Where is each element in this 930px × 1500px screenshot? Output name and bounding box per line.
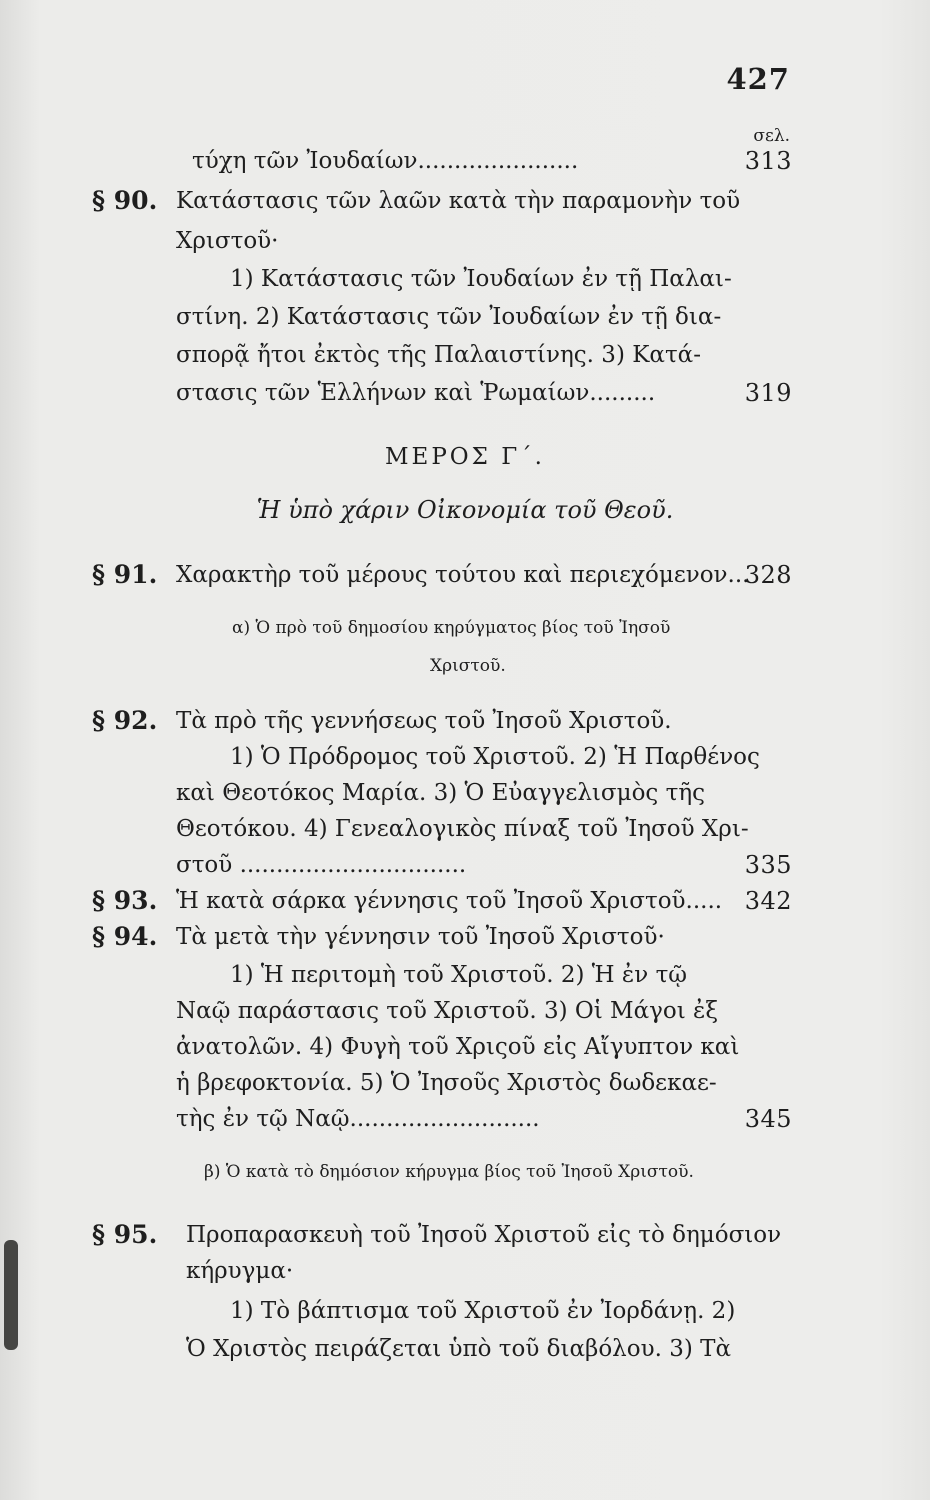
entry-title: Ἡ κατὰ σάρκα γέννησις τοῦ Ἰησοῦ Χριστοῦ.....	[176, 888, 723, 914]
entry-desc: Ὁ Χριστὸς πειράζεται ὑπὸ τοῦ διαβόλου. 3) Τὰ	[186, 1336, 732, 1362]
entry-desc: 1) Ὁ Πρόδρομος τοῦ Χριστοῦ. 2) Ἡ Παρθένος	[230, 744, 760, 770]
entry-page: 319	[744, 379, 792, 407]
section-number: § 95.	[92, 1220, 158, 1249]
subsection-a-cont: Χριστοῦ.	[430, 656, 506, 676]
entry-page: 342	[744, 887, 792, 915]
binding-mark	[4, 1240, 18, 1350]
entry-desc: σπορᾷ ἤτοι ἐκτὸς τῆς Παλαιστίνης. 3) Κατά-	[176, 342, 701, 368]
entry-desc: 1) Τὸ βάπτισμα τοῦ Χριστοῦ ἐν Ἰορδάνῃ. 2)	[230, 1298, 736, 1324]
section-number: § 94.	[92, 922, 158, 951]
part-heading: ΜΕΡΟΣ Γ΄.	[384, 444, 545, 470]
entry-desc: ἀνατολῶν. 4) Φυγὴ τοῦ Χριςοῦ εἰς Αἴγυπτον καὶ	[176, 1034, 740, 1060]
page-column-label: σελ.	[753, 126, 790, 146]
section-number: § 91.	[92, 560, 158, 589]
entry-page: 345	[744, 1105, 792, 1133]
entry-desc: Ναῷ παράστασις τοῦ Χριστοῦ. 3) Οἱ Μάγοι ἐξ	[176, 998, 719, 1024]
section-number: § 93.	[92, 886, 158, 915]
entry-title: Προπαρασκευὴ τοῦ Ἰησοῦ Χριστοῦ εἰς τὸ δημόσιον	[186, 1222, 782, 1248]
entry-desc: στίνη. 2) Κατάστασις τῶν Ἰουδαίων ἐν τῇ δια-	[176, 304, 722, 330]
subsection-b: β) Ὁ κατὰ τὸ δημόσιον κήρυγμα βίος τοῦ Ἰησοῦ Χριστοῦ.	[204, 1162, 694, 1182]
entry-desc: ἡ βρεφοκτονία. 5) Ὁ Ἰησοῦς Χριστὸς δωδεκαε-	[176, 1070, 717, 1096]
entry-text: τύχη τῶν Ἰουδαίων......................	[192, 148, 579, 174]
entry-title: Κατάστασις τῶν λαῶν κατὰ τὴν παραμονὴν τοῦ	[176, 188, 741, 214]
entry-desc: τὴς ἐν τῷ Ναῷ..........................	[176, 1106, 540, 1132]
entry-desc: στασις τῶν Ἑλλήνων καὶ Ῥωμαίων.........	[176, 380, 656, 406]
entry-desc: 1) Ἡ περιτομὴ τοῦ Χριστοῦ. 2) Ἡ ἐν τῷ	[230, 962, 688, 988]
entry-desc: 1) Κατάστασις τῶν Ἰουδαίων ἐν τῇ Παλαι-	[230, 266, 732, 292]
entry-title: Τὰ πρὸ τῆς γεννήσεως τοῦ Ἰησοῦ Χριστοῦ.	[176, 708, 672, 734]
entry-desc: Θεοτόκου. 4) Γενεαλογικὸς πίναξ τοῦ Ἰησοῦ Χρι-	[176, 816, 749, 842]
entry-desc: καὶ Θεοτόκος Μαρία. 3) Ὁ Εὐαγγελισμὸς τῆς	[176, 780, 705, 806]
entry-page: 313	[744, 147, 792, 175]
section-number: § 90.	[92, 186, 158, 215]
entry-title: Τὰ μετὰ τὴν γέννησιν τοῦ Ἰησοῦ Χριστοῦ·	[176, 924, 665, 950]
entry-page: 335	[744, 851, 792, 879]
section-number: § 92.	[92, 706, 158, 735]
entry-title-cont: Χριστοῦ·	[176, 228, 279, 254]
part-subtitle: Ἡ ὑπὸ χάριν Οἰκονομία τοῦ Θεοῦ.	[256, 496, 674, 524]
subsection-a: α) Ὁ πρὸ τοῦ δημοσίου κηρύγματος βίος τοῦ Ἰησοῦ	[232, 618, 671, 638]
entry-title-cont: κήρυγμα·	[186, 1258, 294, 1284]
entry-desc: στοῦ ...............................	[176, 852, 467, 878]
entry-title: Χαρακτὴρ τοῦ μέρους τούτου καὶ περιεχόμενον...	[176, 562, 750, 588]
entry-page: 328	[744, 561, 792, 589]
page-number: 427	[726, 62, 790, 96]
